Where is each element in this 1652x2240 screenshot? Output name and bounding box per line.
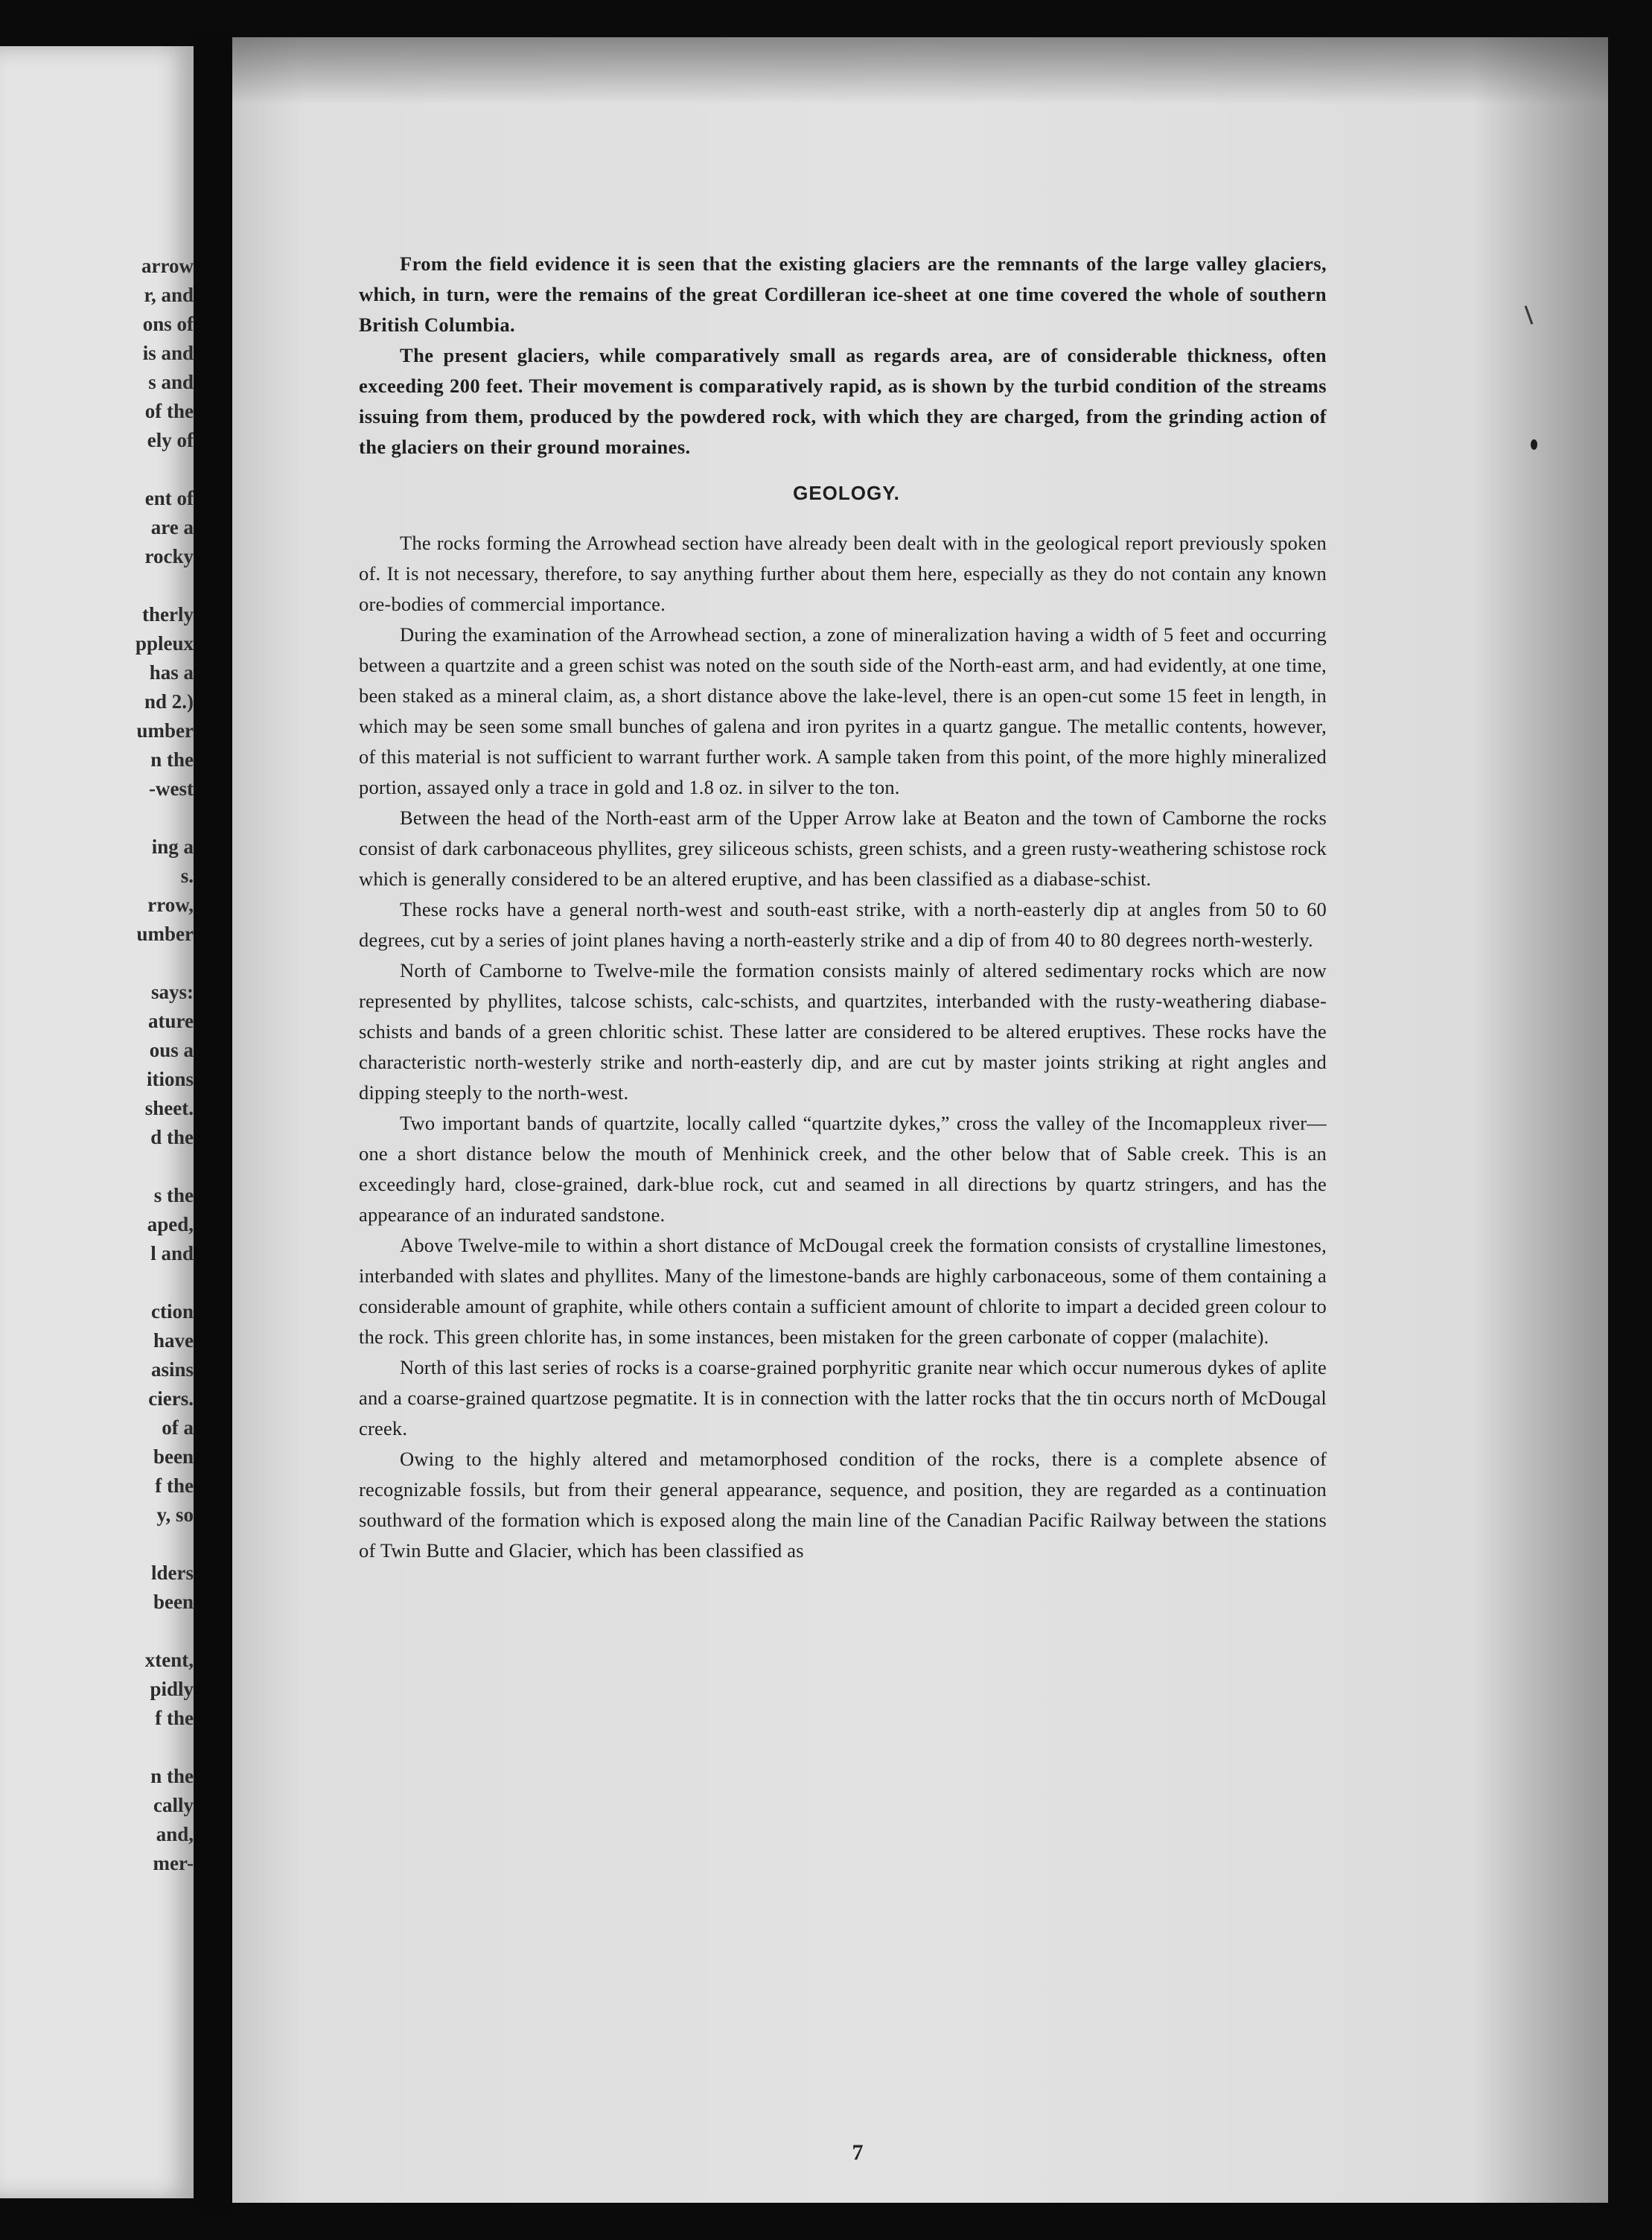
page-body (359, 249, 1327, 2165)
facing-page-line: been (153, 1591, 194, 1613)
facing-page-line: ent of (144, 487, 194, 509)
facing-page-line: s. (180, 865, 194, 887)
paragraph-limestones: Above Twelve-mile to within a short distance of McDougal creek the formation consists of crystalline limestones, interbanded with slates and phyllites. Many of the limestone-bands are highly carbonaceous, some of them containing a considerable amount of graphite, while others contain a sufficient amount of chlorite to impart a decided green colour to the rock. This green chlorite has, in some instances, been mistaken for the green carbonate of copper (malachite). (359, 1234, 1327, 1348)
facing-page-line: ature (148, 1010, 194, 1032)
facing-page-line: are a (150, 516, 194, 538)
facing-page-line: l and (150, 1242, 194, 1264)
facing-page-line: n the (150, 1765, 194, 1787)
facing-page-line: umber (136, 923, 194, 945)
facing-page-line: nd 2.) (144, 690, 194, 713)
facing-page-line: asins (150, 1358, 194, 1381)
facing-page-line: and, (156, 1823, 194, 1845)
paragraph-mineralization-zone: During the examination of the Arrowhead section, a zone of mineralization having a width of 5 feet and occurring between a quartzite and a green schist was noted on the south side of the North-east arm, and had evidently, at one time, been staked as a mineral claim, as, a short distance above the lake-level, there is an open-cut some 15 feet in length, in which may be seen some small bunches of galena and iron pyrites in a quartz gangue. The metallic contents, however, of this material is not sufficient to warrant further work. A sample taken from this point, of the more highly mineralized portion, assayed only a trace in gold and 1.8 oz. in silver to the ton. (359, 623, 1327, 798)
paragraph-beaton-camborne: Between the head of the North-east arm of the Upper Arrow lake at Beaton and the town of Camborne the rocks consist of dark carbonaceous phyllites, grey siliceous schists, green schists, and a green rusty-weathering schistose rock which is generally considered to be an altered eruptive, and has been classified as a diabase-schist. (359, 806, 1327, 890)
paragraph-fossils: Owing to the highly altered and metamorphosed condition of the rocks, there is a complete absence of recognizable fossils, but from their general appearance, sequence, and position, they are regarded as a continuation southward of the formation which is exposed along the main line of the Canadian Pacific Railway between the stations of Twin Butte and Glacier, which has been classified as (359, 1448, 1327, 1562)
facing-page-line: says: (150, 981, 194, 1003)
facing-page-line: d the (150, 1126, 194, 1148)
book-gutter (194, 30, 232, 2212)
paragraph-glacier-remnants: From the field evidence it is seen that the existing glaciers are the remnants of the large valley glaciers, which, in turn, were the remains of the great Cordilleran ice-sheet at one time covered the whole of southern British Columbia. (359, 252, 1327, 336)
facing-page-line: lders (151, 1562, 194, 1584)
facing-page-line: n the (150, 748, 194, 771)
facing-page-line: cally (153, 1794, 194, 1816)
paragraph-strike-dip: These rocks have a general north-west and south-east strike, with a north-easterly dip at angles from 50 to 60 degrees, cut by a series of joint planes having a north-easterly strike and a dip of from 40 to 80 degrees north-westerly. (359, 898, 1327, 951)
facing-page-line: rocky (144, 545, 194, 567)
margin-mark (1525, 305, 1534, 324)
facing-page-line: s and (148, 371, 194, 393)
margin-dot (1531, 439, 1537, 450)
facing-page-line: -west (149, 777, 194, 800)
facing-page-line: umber (136, 719, 194, 742)
facing-page-line: f the (155, 1474, 194, 1497)
facing-page-line: s the (153, 1184, 194, 1206)
facing-page-line: arrow (141, 255, 194, 277)
facing-page-line: therly (142, 603, 194, 626)
page-number: 7 (852, 2140, 864, 2165)
facing-page-line: y, so (156, 1504, 194, 1526)
facing-page-fragment (0, 46, 194, 2198)
paragraph-granite: North of this last series of rocks is a coarse-grained porphyritic granite near which occur numerous dykes of aplite and a coarse-grained quartzose pegmatite. It is in connection with the latter rocks that the tin occurs north of McDougal creek. (359, 1356, 1327, 1439)
facing-page-line: ous a (149, 1039, 194, 1061)
paragraph-arrowhead-rocks: The rocks forming the Arrowhead section have already been dealt with in the geological report previously spoken of. It is not necessary, therefore, to say anything further about them here, especially as they do not contain any known ore-bodies of commercial importance. (359, 532, 1327, 615)
facing-page-line: aped, (147, 1213, 194, 1235)
facing-page-line: itions (146, 1068, 194, 1090)
facing-page-line: rrow, (147, 894, 194, 916)
facing-page-line: sheet. (144, 1097, 194, 1119)
section-heading-geology: GEOLOGY. (793, 482, 900, 504)
scan-border (232, 2203, 1608, 2240)
facing-page-line: ons of (142, 313, 194, 335)
facing-page-line: mer- (153, 1852, 194, 1874)
facing-page-line: have (153, 1329, 194, 1352)
facing-page-line: r, and (144, 284, 194, 306)
document-page (232, 37, 1608, 2203)
facing-page-line: has a (149, 661, 194, 684)
facing-page-line: ppleux (135, 632, 194, 655)
paragraph-glacier-movement: The present glaciers, while comparatively small as regards area, are of considerable thickness, often exceeding 200 feet. Their movement is comparatively rapid, as is shown by the turbid condition of the streams issuing from them, produced by the powdered rock, with which they are charged, from the grinding action of the glaciers on their ground moraines. (359, 344, 1327, 458)
facing-page-line: xtent, (144, 1649, 194, 1671)
facing-page-line: ing a (151, 836, 194, 858)
facing-page-line: of a (162, 1416, 194, 1439)
facing-page-line: ciers. (148, 1387, 194, 1410)
facing-page-line: f the (155, 1707, 194, 1729)
paragraph-camborne-twelve-mile: North of Camborne to Twelve-mile the formation consists mainly of altered sedimentary rocks which are now represented by phyllites, talcose schists, calc-schists, and quartzites, interbanded with the rusty-weathering diabase-schists and bands of a green chloritic schist. These latter are considered to be altered eruptives. These rocks have the characteristic north-westerly strike and north-easterly dip, and are cut by master joints striking at right angles and dipping steeply to the north-west. (359, 959, 1327, 1104)
facing-page-line: been (153, 1445, 194, 1468)
facing-page-line: ction (151, 1300, 194, 1323)
facing-page-line: is and (142, 342, 194, 364)
facing-page-line: of the (144, 400, 194, 422)
facing-page-line: ely of (147, 429, 194, 451)
facing-page-line: pidly (150, 1678, 194, 1700)
paragraph-quartzite-dykes: Two important bands of quartzite, locally called “quartzite dykes,” cross the valley of the Incomappleux river—one a short distance below the mouth of Menhinick creek, and the other below that of Sable creek. This is an exceedingly hard, close-grained, dark-blue rock, cut and seamed in all directions by quartz stringers, and has the appearance of an indurated sandstone. (359, 1112, 1327, 1226)
